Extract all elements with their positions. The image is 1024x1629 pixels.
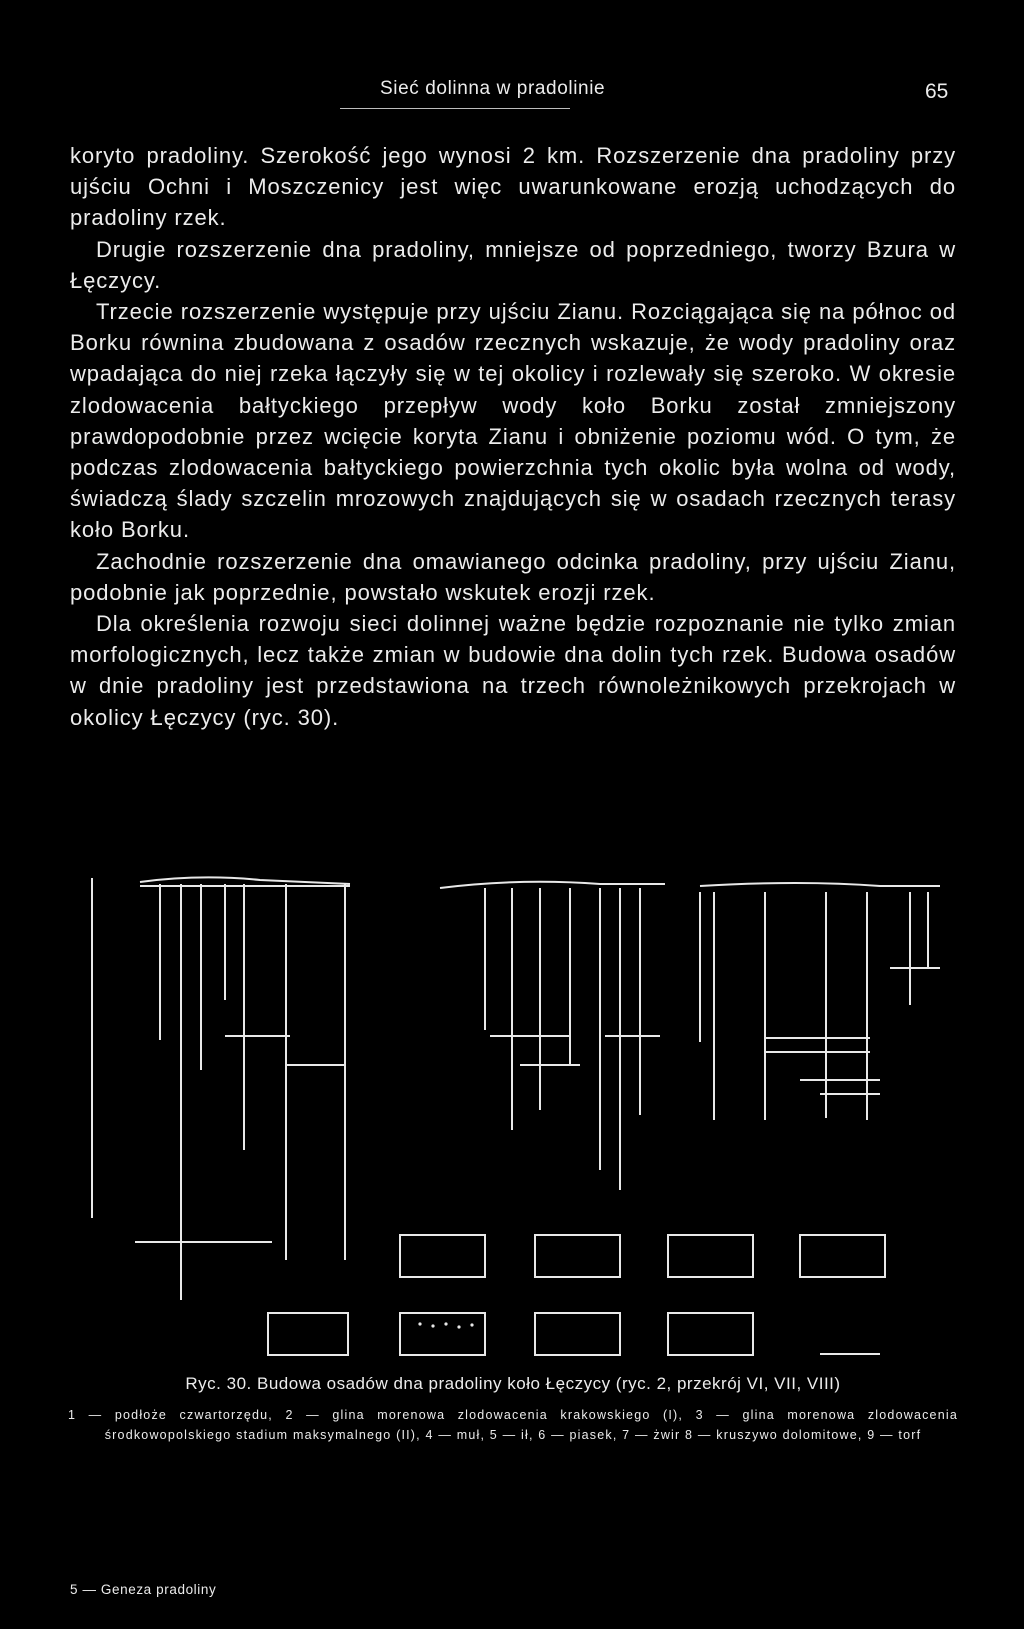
cross-section-drawing [0, 860, 1024, 1380]
legend-symbol-9 [668, 1313, 753, 1355]
paragraph: Drugie rozszerzenie dna pradoliny, mniejsze od poprzedniego, tworzy Bzura w Łęczycy. [70, 236, 956, 293]
figure-caption: Ryc. 30. Budowa osadów dna pradoliny koło Łęczycy (ryc. 2, przekrój VI, VII, VIII) [185, 1374, 841, 1393]
legend-symbol-3 [535, 1235, 620, 1277]
legend-symbol-6 [268, 1313, 348, 1355]
header-rule [340, 108, 570, 109]
signature-mark: 5 — Geneza pradoliny [70, 1582, 217, 1597]
running-title: Sieć dolinna w pradolinie [380, 78, 606, 99]
legend-symbol-4 [668, 1235, 753, 1277]
legend-symbol-8 [535, 1313, 620, 1355]
paragraph: Zachodnie rozszerzenie dna omawianego odcinka pradoliny, przy ujściu Zianu, podobnie jak poprzednie, powstało wskutek erozji rzek. [70, 548, 956, 605]
section-line [140, 877, 350, 884]
page-header [0, 76, 1024, 116]
legend-symbol-2 [400, 1235, 485, 1277]
legend-symbol-5 [800, 1235, 885, 1277]
paragraph: koryto pradoliny. Szerokość jego wynosi 2 km. Rozszerzenie dna pradoliny przy ujściu Ochni i Moszczenicy jest więc uwarunkowane erozją uchodzących do pradoliny rzek. [70, 143, 956, 231]
cross-section-figure [0, 860, 1024, 1380]
page-number: 65 [925, 80, 949, 103]
paragraph: Trzecie rozszerzenie występuje przy ujściu Zianu. Rozciągająca się na północ od Borku równina zbudowana z osadów rzecznych wskazuje, że wody pradoliny oraz wpadająca do niej rzeka łączyły się w tej okolicy i rozlewały się szeroko. W okresie zlodowacenia bałtyckiego przepływ wody koło Borku został zmniejszony prawdopodobnie przez wcięcie koryta Zianu i obniżenie poziomu wód. O tym, że podczas zlodowacenia bałtyckiego powierzchnia tych okolic była wolna od wody, świadczą ślady szczelin mrozowych znajdujących się w osadach rzecznych terasy koło Borku. [70, 299, 956, 543]
body-text [70, 140, 956, 733]
section-line [700, 883, 940, 886]
figure-legend: 1 — podłoże czwartorzędu, 2 — glina morenowa zlodowacenia krakowskiego (I), 3 — glina morenowa zlodowacenia środkowopolskiego stadium maksymalnego (II), 4 — muł, 5 — ił, 6 — piasek, 7 — żwir 8 — kruszywo dolomitowe, 9 — torf [68, 1408, 958, 1442]
paragraph: Dla określenia rozwoju sieci dolinnej ważne będzie rozpoznanie nie tylko zmian morfologicznych, lecz także zmian w budowie dna dolin tych rzek. Budowa osadów w dnie pradoliny jest przedstawiona na trzech równoleżnikowych przekrojach w okolicy Łęczycy (ryc. 30). [70, 611, 956, 730]
section-line [440, 882, 665, 888]
legend-symbol-7 [400, 1313, 485, 1355]
